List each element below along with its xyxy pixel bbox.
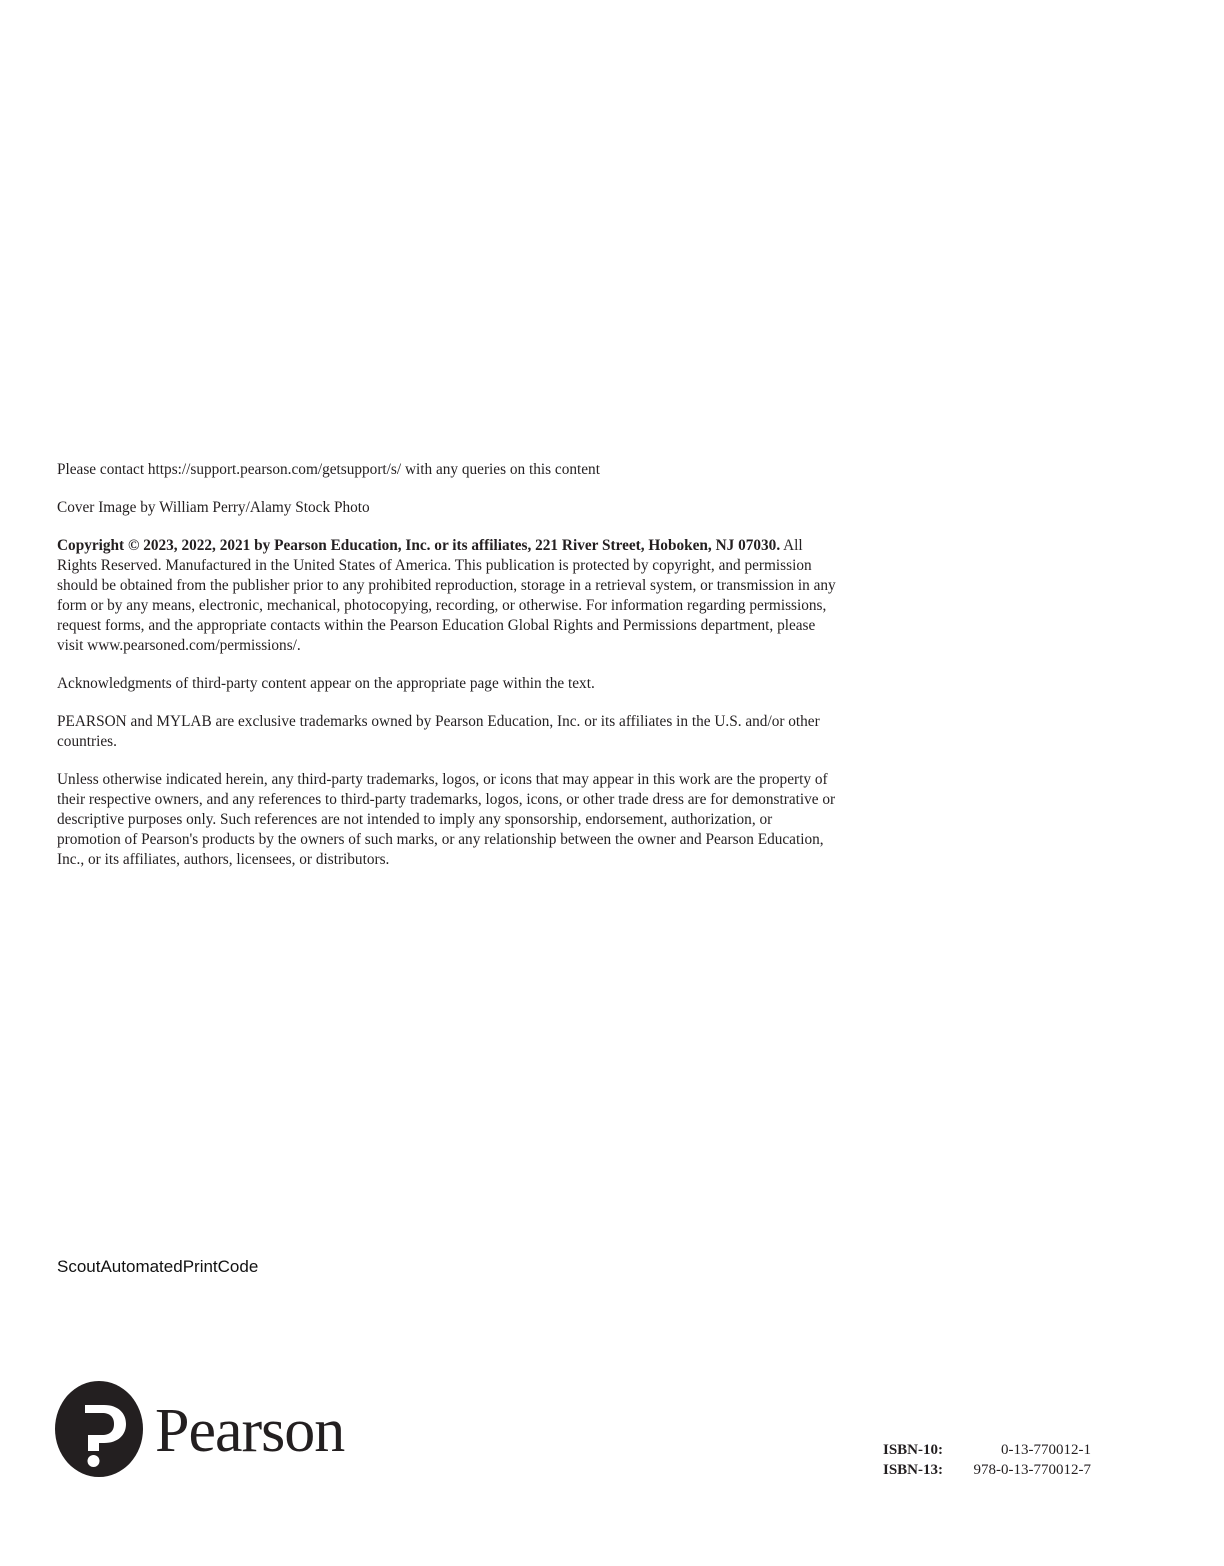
- pearson-p-mark-icon: [55, 1381, 143, 1477]
- copyright-body: All Rights Reserved. Manufactured in the United States of America. This publication is protected by copyright, and permission should be obtained from the publisher prior to any prohibited reproduction, storage in a retrieval system, or transmission in any form or by any means, electronic, mechanical, photocopying, recording, or otherwise. For information regarding permissions, request forms, and the appropriate contacts within the Pearson Education Global Rights and Permissions department, please visit www.pearsoned.com/permissions/.: [57, 537, 836, 654]
- isbn-block: [883, 1440, 1091, 1480]
- copyright-lead: Copyright © 2023, 2022, 2021 by Pearson Education, Inc. or its affiliates, 221 River Street, Hoboken, NJ 07030.: [57, 537, 781, 554]
- acknowledgments-note: Acknowledgments of third-party content appear on the appropriate page within the text.: [57, 675, 595, 692]
- print-code: ScoutAutomatedPrintCode: [57, 1257, 259, 1276]
- third-party-notice: Unless otherwise indicated herein, any third-party trademarks, logos, or icons that may appear in this work are the property of their respective owners, and any references to third-party trademarks, logos, icons, or other trade dress are for demonstrative or descriptive purposes only. Such references are not intended to imply any sponsorship, endorsement, authorization, or promotion of Pearson's products by the owners of such marks, or any relationship between the owner and Pearson Education, Inc., or its affiliates, authors, licensees, or distributors.: [57, 771, 836, 868]
- isbn-13-value: 978-0-13-770012-7: [973, 1462, 1091, 1478]
- pearson-logo: [55, 1380, 344, 1478]
- trademarks-note: PEARSON and MYLAB are exclusive trademarks owned by Pearson Education, Inc. or its affiliates in the U.S. and/or other countries.: [57, 713, 820, 750]
- cover-image-credit: Cover Image by William Perry/Alamy Stock Photo: [57, 499, 370, 516]
- copyright-page-text: [57, 460, 837, 888]
- pearson-wordmark: Pearson: [155, 1397, 345, 1465]
- isbn-10-value: 0-13-770012-1: [1001, 1442, 1091, 1458]
- copyright-notice: [57, 536, 837, 656]
- isbn-13-label: ISBN-13:: [883, 1462, 944, 1478]
- isbn-13-row: [883, 1460, 1091, 1480]
- contact-line: Please contact https://support.pearson.com/getsupport/s/ with any queries on this content: [57, 461, 600, 478]
- isbn-10-row: [883, 1440, 1091, 1460]
- isbn-10-label: ISBN-10:: [883, 1442, 944, 1458]
